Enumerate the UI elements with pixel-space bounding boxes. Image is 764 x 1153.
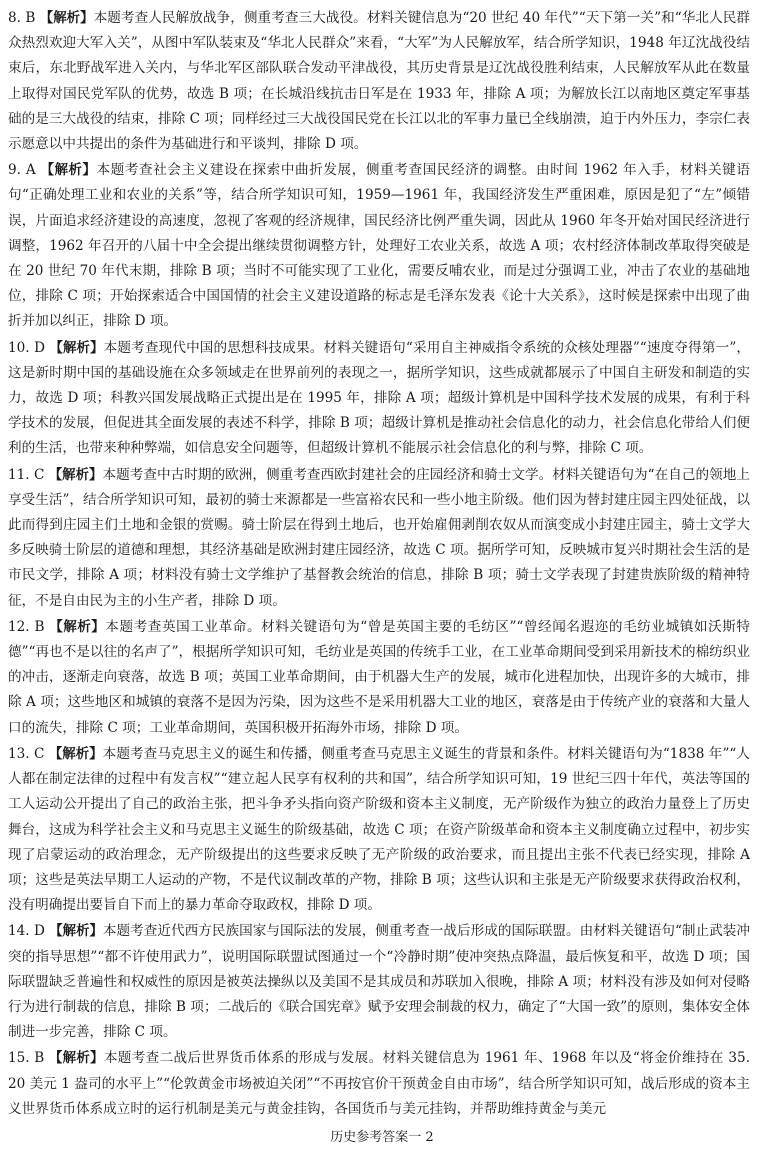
analysis-tag: 【解析】 <box>48 1051 104 1067</box>
analysis-tag: 【解析】 <box>49 340 104 356</box>
answer-number: 10. D <box>8 339 45 356</box>
analysis-text: 本题考查二战后世界货币体系的形成与发展。材料关键信息为 1961 年、1968 年以及“将金价维持在 35. 20 美元 1 盎司的水平上”“伦敦黄金市场被迫关闭”“不再按官价干预黄金自由市场”，结合所学知识可知，战后形成的资本主义世界货币体系成立时的运行机制是美元与黄金挂钩，各国货币与美元挂钩，并帮助维持黄金与美元 <box>8 1050 751 1117</box>
analysis-tag: 【解析】 <box>39 11 94 26</box>
answer-number: 15. B <box>8 1050 45 1067</box>
answer-item <box>8 742 750 918</box>
analysis-tag: 【解析】 <box>49 924 103 940</box>
answer-item <box>8 1046 750 1122</box>
answer-item <box>8 919 750 1045</box>
answer-item <box>8 6 750 157</box>
analysis-tag: 【解析】 <box>40 163 97 179</box>
answer-number: 8. B <box>8 10 36 26</box>
answer-number: 13. C <box>8 745 45 762</box>
answer-item <box>8 615 750 741</box>
answer-item <box>8 463 750 614</box>
analysis-text: 本题考查社会主义建设在探索中曲折发展，侧重考查国民经济的调整。由时间 1962 年入手，材料关键语句“正确处理工业和农业的关系”等，结合所学知识可知，1959—1961 年，我国经济发生严重困难，原因是犯了“左”倾错误，片面追求经济建设的高速度，忽视了客观的经济规律，国民经济比例严重失调，因此从 1960 年冬开始对国民经济进行调整，1962 年召开的八届十中全会提出继续贯彻调整方针，处理好工农业关系，故选 A 项；农村经济体制改革取得突破是在 20 世纪 70 年代末期，排除 B 项；当时不可能实现了工业化，需要反哺农业，而是过分强调工业，冲击了农业的基础地位，排除 C 项；开始探索适合中国国情的社会主义建设道路的标志是毛泽东发表《论十大关系》，这时候是探索中出现了曲折并加以纠正，排除 D 项。 <box>8 162 751 330</box>
analysis-tag: 【解析】 <box>49 619 106 635</box>
analysis-text: 本题考查马克思主义的诞生和传播，侧重考查马克思主义诞生的背景和条件。材料关键语句为“1838 年”“人人都在制定法律的过程中有发言权”“建立起人民享有权利的共和国”，结合所学知识可知，19 世纪三四十年代，英法等国的工人运动公开提出了自己的政治主张，把斗争矛头指向资产阶级和资本主义制度，无产阶级作为独立的政治力量登上了历史舞台，这成为科学社会主义和马克思主义诞生的阶级基础，故选 C 项；在资产阶级革命和资本主义制度确立过程中，初步实现了启蒙运动的政治理念，无产阶级提出的这些要求反映了无产阶级的政治要求，而且提出主张不代表已经实现，排除 A 项；这些是英法早期工人运动的产物，不是代议制改革的产物，排除 B 项；这些认识和主张是无产阶级要求获得政治权利，没有明确提出要旨自下而上的暴力革命夺取政权，排除 D 项。 <box>8 745 751 914</box>
analysis-tag: 【解析】 <box>48 467 103 483</box>
analysis-tag: 【解析】 <box>48 746 103 762</box>
page-footer: 历史参考答案一 2 <box>330 1130 434 1145</box>
answer-item <box>8 336 750 462</box>
analysis-text: 本题考查现代中国的思想科技成果。材料关键语句“采用自主神威指令系统的众核处理器”“速度夺得第一”，这是新时期中国的基础设施在众多领域走在世界前列的表现之一，据所学知识，这些成就都展示了中国自主研发和制造的实力，故选 D 项；科教兴国发展战略正式提出是在 1995 年，排除 A 项；超级计算机是中国科学技术发展的成果，有利于科学技术的发展，但促进其全面发展的表述不科学，排除 B 项；超级计算机是推动社会信息化的动力，社会信息化带给人们便利的生活，也带来种种弊端，如信息安全问题等，但超级计算机不能展示社会信息化的利与弊，排除 C 项。 <box>8 339 751 457</box>
answer-list <box>8 6 750 1122</box>
answer-item <box>8 158 750 334</box>
analysis-text: 本题考查英国工业革命。材料关键语句为“曾是英国主要的毛纺区”“曾经闻名遐迩的毛纺业城镇如沃斯特德”“再也不是以往的名声了”，根据所学知识可知，毛纺业是英国的传统手工业，在工业革命期间受到采用新技术的棉纺织业的冲击，逐渐走向衰落，故选 B 项；英国工业革命期间，由于机器大生产的发展，城市化进程加快，出现许多的大城市，排除 A 项；这些地区和城镇的衰落不是因为污染，因为这些不是采用机器大工业的地区，衰落是由于传统产业的衰落和大量人口的流失，排除 C 项；工业革命期间，英国积极开拓海外市场，排除 D 项。 <box>8 618 751 736</box>
analysis-text: 本题考查人民解放战争，侧重考查三大战役。材料关键信息为“20 世纪 40 年代”“天下第一关”和“华北人民群众热烈欢迎大军入关”，从图中军队装束及“华北人民群众”来看，“大军”为人民解放军，结合所学知识，1948 年辽沈战役结束后，东北野战军进入关内，与华北军区部队联合发动平津战役，其历史背景是辽沈战役胜利结束，人民解放军从此在数量上取得对国民党军队的优势，故选 B 项；在长城沿线抗击日军是在 1933 年，排除 A 项；为解放长江以南地区奠定军事基础的是三大战役的结束，排除 C 项；同样经过三大战役国民党在长江以北的军事力量已全线崩溃，迫于内外压力，李宗仁表示愿意以中共提出的条件为基础进行和平谈判，排除 D 项。 <box>8 10 751 153</box>
analysis-text: 本题考查近代西方民族国家与国际法的发展，侧重考查一战后形成的国际联盟。由材料关键语句“制止武装冲突的指导思想”“都不许使用武力”，说明国际联盟试图通过一个“冷静时期”使冲突热点降温，最后恢复和平，故选 D 项；国际联盟缺乏普遍性和权威性的原因是被英法操纵以及美国不是其成员和苏联加入很晚，排除 A 项；材料没有涉及如何对侵略行为进行制裁的信息，排除 B 项；二战后的《联合国宪章》赋予安理会制裁的权力，确定了“大国一致”的原则，集体安全体制进一步完善，排除 C 项。 <box>8 923 751 1041</box>
answer-number: 9. A <box>8 162 36 179</box>
answer-number: 12. B <box>8 618 45 635</box>
answer-number: 11. C <box>8 466 45 483</box>
analysis-text: 本题考查中古时期的欧洲，侧重考查西欧封建社会的庄园经济和骑士文学。材料关键语句为“在自己的领地上享受生活”，结合所学知识可知，最初的骑士来源都是一些富裕农民和一些小地主阶级。他们因为替封建庄园主四处征战，以此而得到庄园主们土地和金银的赏赐。骑士阶层在得到土地后，也开始雇佣剥削农奴从而演变成小封建庄园主，骑士文学大多反映骑士阶层的道德和理想，其经济基础是欧洲封建庄园经济，故选 C 项。据所学可知，反映城市复兴时期社会生活的是市民文学，排除 A 项；材料没有骑士文学维护了基督教会统治的信息，排除 B 项；骑士文学表现了封建贵族阶级的精神特征，不是自由民为主的小生产者，排除 D 项。 <box>8 466 751 609</box>
answer-number: 14. D <box>8 923 45 940</box>
